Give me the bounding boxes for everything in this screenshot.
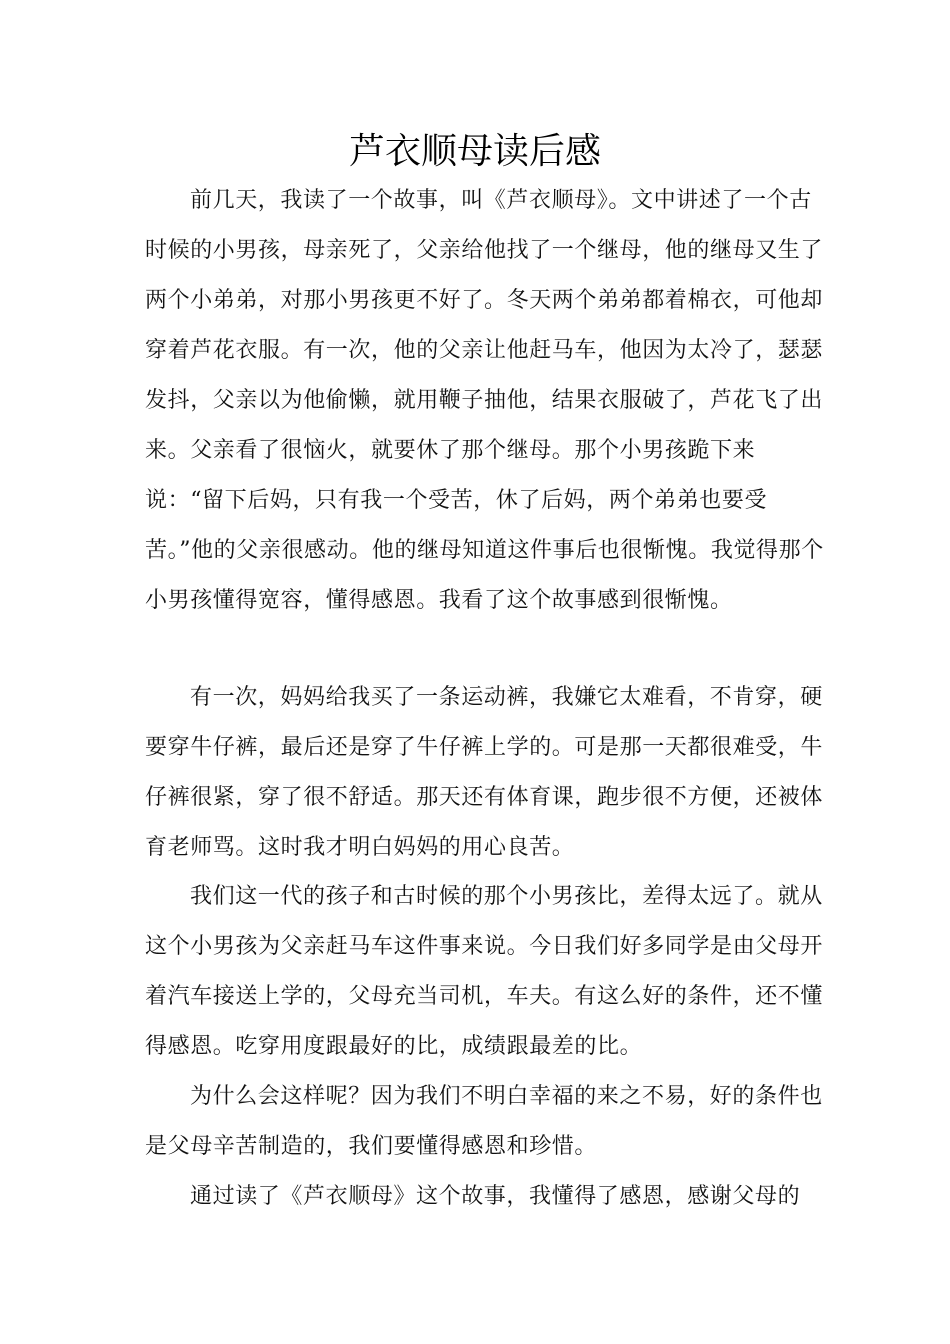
document-title: 芦衣顺母读后感 <box>348 131 601 172</box>
paragraph-5: 通过读了《芦衣顺母》这个故事，我懂得了感恩，感谢父母的 <box>190 1184 801 1209</box>
paragraph-2: 有一次，妈妈给我买了一条运动裤，我嫌它太难看，不肯穿，硬要穿牛仔裤，最后还是穿了牛仔裤上学的。可是那一天都很难受，牛仔裤很紧，穿了很不舒适。那天还有体育课，跑步很不方便，还被体育老师骂。这时我才明白妈妈的用心良苦。 <box>145 685 824 860</box>
paragraph-3: 我们这一代的孩子和古时候的那个小男孩比，差得太远了。就从这个小男孩为父亲赶马车这件事来说。今日我们好多同学是由父母开着汽车接送上学的，父母充当司机，车夫。有这么好的条件，还不懂得感恩。吃穿用度跟最好的比，成绩跟最差的比。 <box>145 884 824 1059</box>
paragraph-1: 前几天，我读了一个故事，叫《芦衣顺母》。文中讲述了一个古时候的小男孩，母亲死了，父亲给他找了一个继母，他的继母又生了两个小弟弟，对那小男孩更不好了。冬天两个弟弟都着棉衣，可他却穿着芦花衣服。有一次，他的父亲让他赶马车，他因为太冷了，瑟瑟发抖，父亲以为他偷懒，就用鞭子抽他，结果衣服破了，芦花飞了出来。父亲看了很恼火，就要休了那个继母。那个小男孩跪下来说：“留下后妈，只有我一个受苦，休了后妈，两个弟弟也要受苦。”他的父亲很感动。他的继母知道这件事后也很惭愧。我觉得那个小男孩懂得宽容，懂得感恩。我看了这个故事感到很惭愧。 <box>145 188 824 613</box>
paragraph-4: 为什么会这样呢？因为我们不明白幸福的来之不易，好的条件也是父母辛苦制造的，我们要懂得感恩和珍惜。 <box>145 1084 823 1159</box>
